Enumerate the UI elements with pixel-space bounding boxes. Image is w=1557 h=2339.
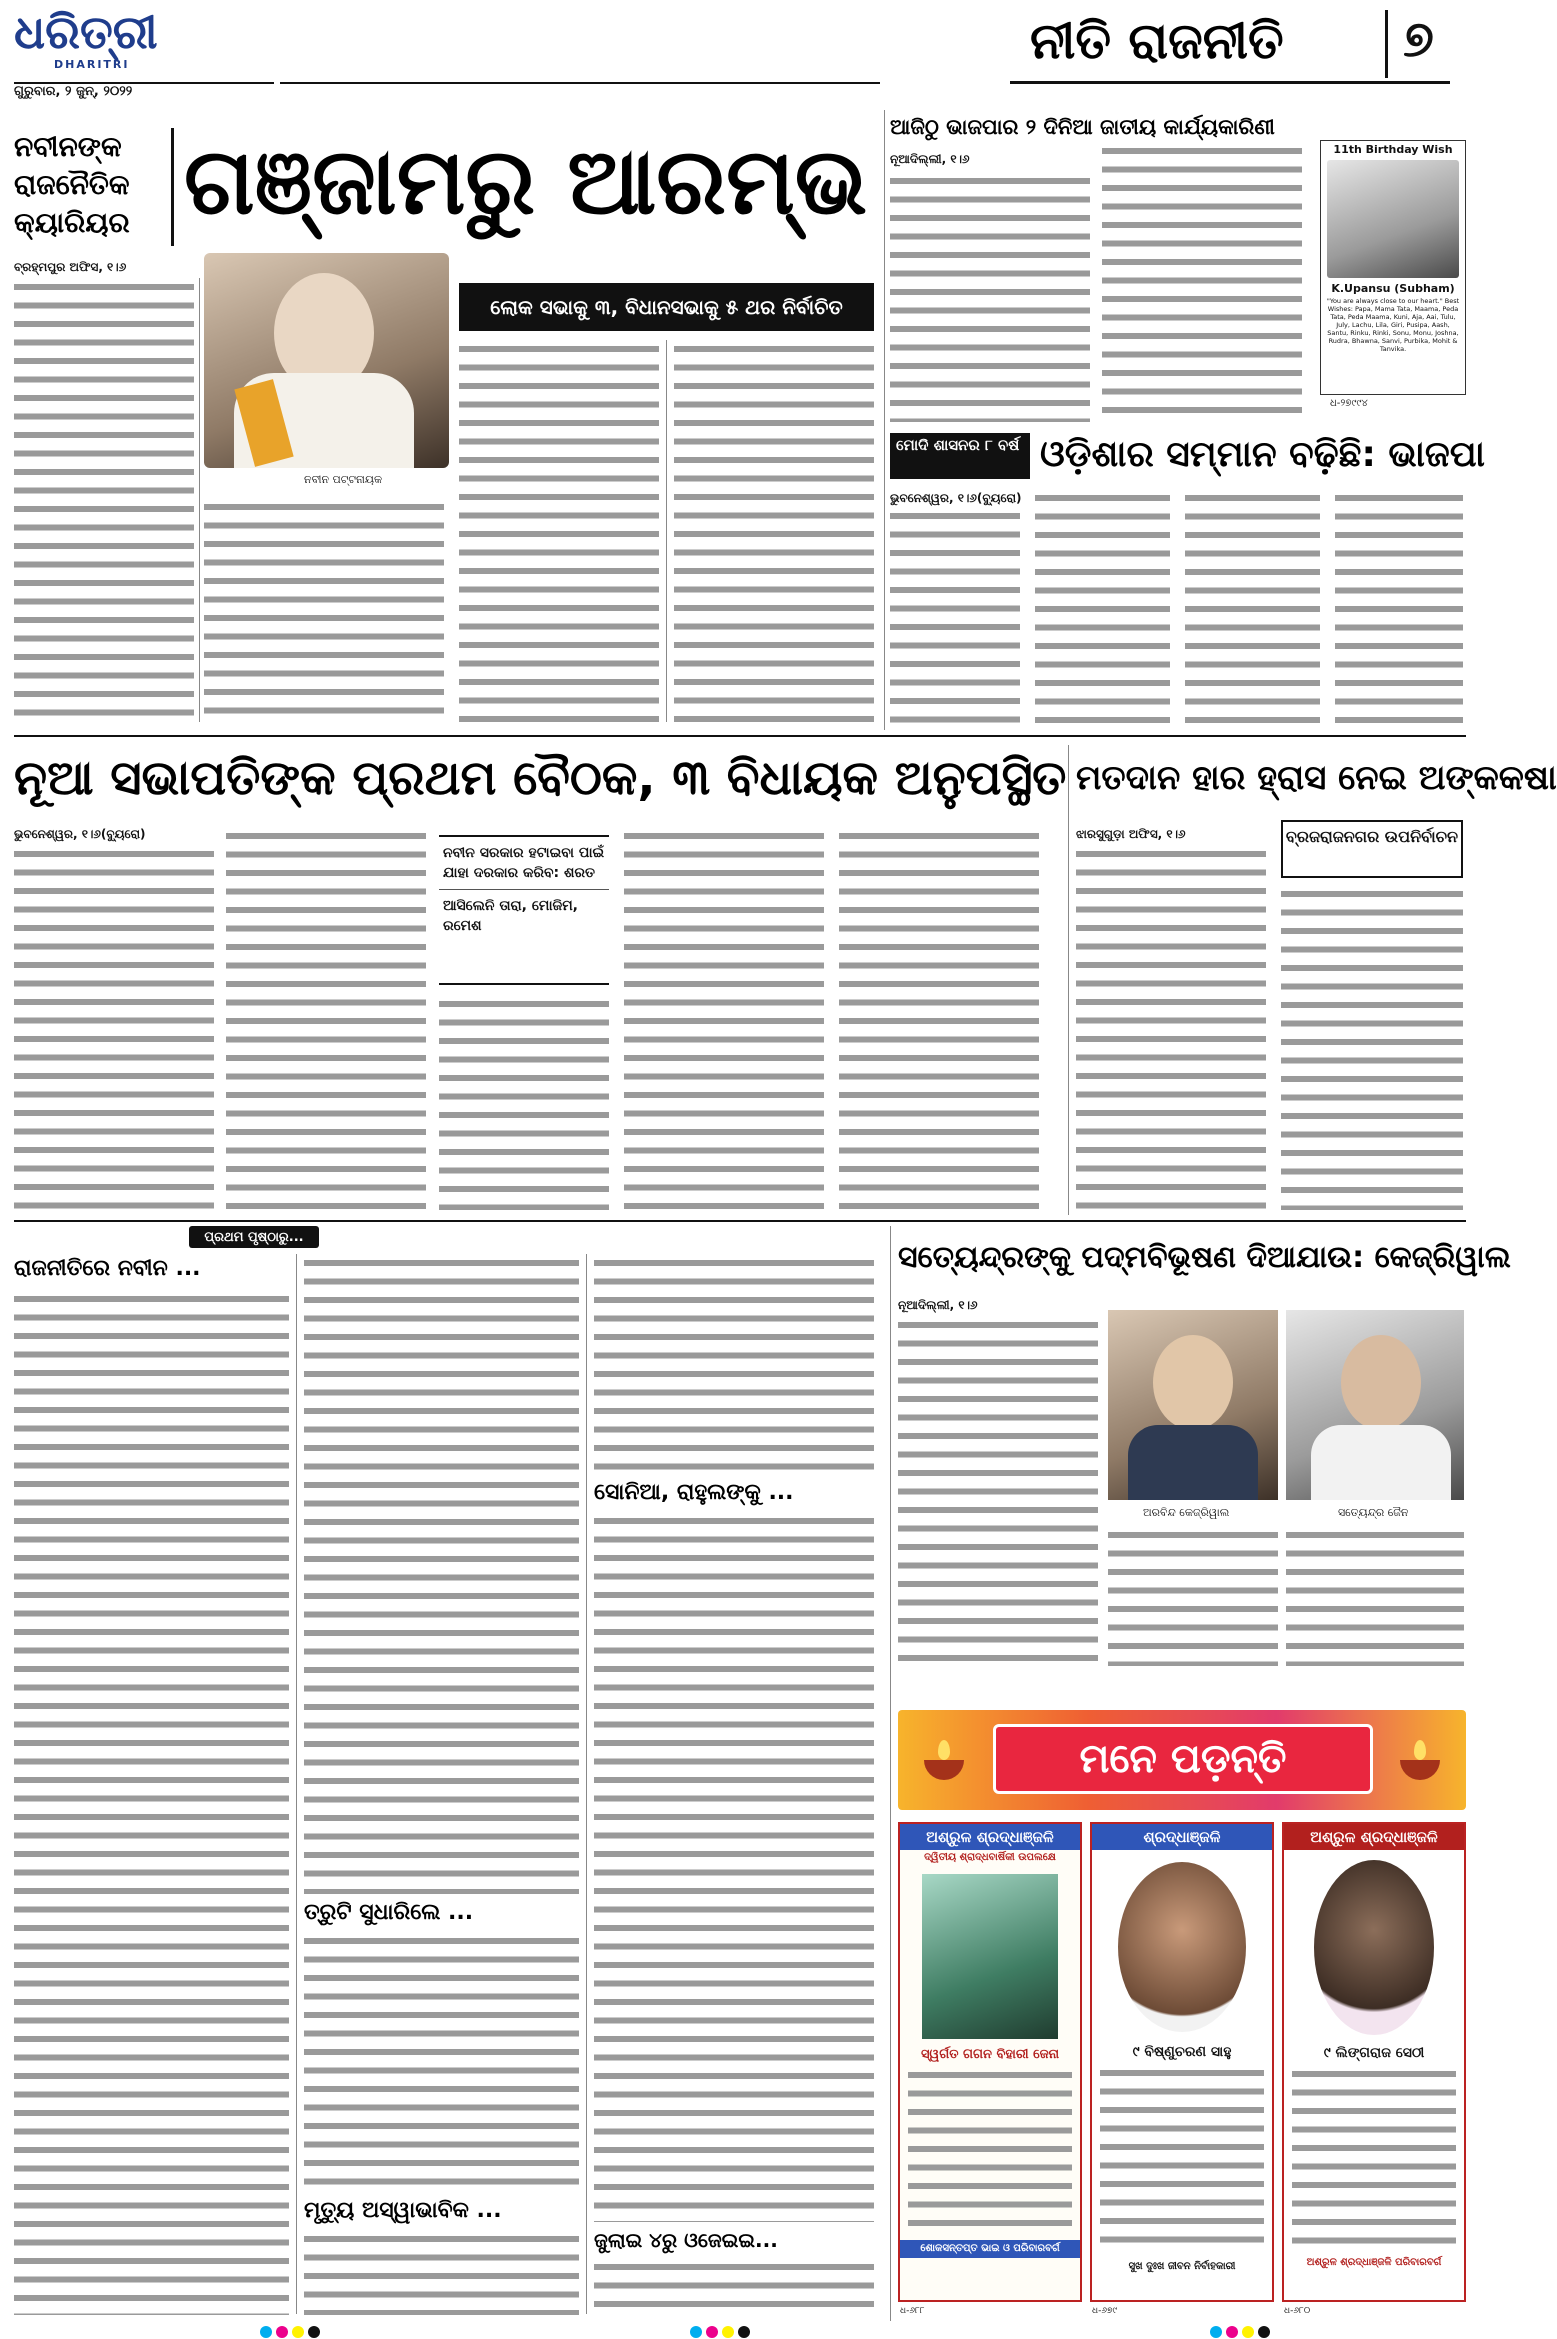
card3-heading: ଅଶ୍ରୁଳ ଶ୍ରଦ୍ଧାଞ୍ଜଳି (1284, 1824, 1464, 1850)
cont-col-3c (594, 2258, 874, 2315)
first-page-tag-text: ପ୍ରଥମ ପୃଷ୍ଠାରୁ... (204, 1230, 304, 1245)
jain-photo (1286, 1310, 1464, 1500)
card1-footer: ଶୋକସନ୍ତପ୍ତ ଭାଇ ଓ ପରିବାରବର୍ଗ (900, 2240, 1080, 2258)
banner-box (993, 1724, 1373, 1794)
lead-col-3 (459, 340, 659, 722)
vote-tag-text: ବ୍ରଜରାଜନଗର ଉପନିର୍ବାଚନ (1285, 827, 1459, 846)
lead-subhead-text: ଲୋକ ସଭାକୁ ୩, ବିଧାନସଭାକୁ ୫ ଥର ନିର୍ବାଚିତ (490, 295, 843, 319)
card2-footer: ସୁଖ ଦୁଃଖ ଜୀବନ ନିର୍ବାହକାରୀ (1128, 2261, 1236, 2272)
jain-caption: ସତ୍ୟେନ୍ଦ୍ର ଜୈନ (1338, 1506, 1409, 1519)
logo-text: ଧରିତ୍ରୀ (14, 5, 158, 59)
card3-footer: ଅଶ୍ରୁଳ ଶ୍ରଦ୍ଧାଞ୍ଜଳି ପରିବାରବର୍ଗ (1306, 2257, 1442, 2268)
section-title-box (1010, 4, 1450, 84)
card2-code: ଧ-୬୭୯ (1092, 2306, 1117, 2316)
congress-col-3 (439, 995, 609, 1210)
lead-col-4 (674, 340, 874, 722)
memorial-card-3 (1282, 1822, 1466, 2302)
vote-col-1 (1076, 845, 1266, 1210)
bjp-col-1 (890, 172, 1090, 422)
lead-headline: ଗଞ୍ଜାମରୁ ଆରମ୍ଭ (184, 128, 868, 235)
memorial-card-1 (898, 1822, 1082, 2302)
kejriwal-story (898, 1230, 1511, 1670)
lead-col-2 (204, 498, 444, 722)
lead-dateline: ବ୍ରହ୍ମପୁର ଅଫିସ, ୧।୬ (14, 260, 127, 274)
cont-col-1 (14, 1290, 289, 2315)
vote-dateline: ଝାରସୁଗୁଡ଼ା ଅଫିସ, ୧।୬ (1076, 827, 1186, 841)
diya-icon (914, 1740, 974, 1780)
logo (14, 5, 158, 76)
card1-name: ସ୍ୱର୍ଗତ ଗଗନ ବିହାରୀ ଜେନା (920, 2047, 1060, 2062)
bjp-headline: ଆଜିଠୁ ଭାଜପାର ୨ ଦିନିଆ ଜାତୀୟ କାର୍ଯ୍ୟକାରିଣୀ (890, 115, 1275, 139)
pullquote-1: ନବୀନ ସରକାର ହଟାଇବା ପାଇଁ ଯାହା ଦରକାର କରିବ: ଶରତ (439, 837, 609, 890)
masthead (0, 0, 1476, 100)
memorial-banner-text: ମନେ ପଡ଼ନ୍ତି (1079, 1736, 1287, 1782)
birthday-name: K.Upansu (Subham) (1331, 282, 1455, 295)
cont-col-3 (594, 1254, 874, 1474)
congress-headline: ନୂଆ ସଭାପତିଙ୍କ ପ୍ରଥମ ବୈଠକ, ୩ ବିଧାୟକ ଅନୁପସ୍ଥିତ (14, 750, 1067, 806)
birthday-message: "You are always close to our heart." Best Wishes: Papa, Mama Tata, Maama, Peda Tata, Peda Maama, Kuni, Aja, Aai, Tulu, July, Lachu, Lila, Giri, Pusipa, Aash, Santu, Rinku, Rinki, Sonu, Monu, Joshna, Rudra, Bhawna, Sanvi, Purbika, Mohit & Tanvika. (1326, 297, 1460, 353)
vote-story (1076, 745, 1557, 1215)
birthday-code: ଧ-୨୭୯୯୪ (1330, 398, 1368, 409)
nabin-photo (204, 253, 449, 468)
congress-story (14, 745, 1067, 1215)
bjp-col-2 (1102, 142, 1302, 422)
modi-col-1 (890, 507, 1020, 727)
kicker-line1: ନବୀନଙ୍କ (14, 130, 122, 163)
congress-col-5 (839, 827, 1039, 1210)
modi-story (890, 425, 1485, 730)
modi-kicker (890, 433, 1030, 479)
cont-col-2 (304, 1254, 579, 1894)
modi-kicker-text: ମୋଦି ଶାସନର ୮ ବର୍ଷ (896, 436, 1020, 454)
continued-sub3: ତ୍ରୁଟି ସୁଧାରିଲେ ... (304, 1900, 474, 1925)
pullquote-2: ଆସିଲେନି ତାରା, ମୋଜିମ, ରମେଶ (443, 898, 578, 934)
vote-headline: ମତଦାନ ହାର ହ୍ରାସ ନେଇ ଅଙ୍କକଷା (1076, 758, 1557, 798)
memorial-section (898, 1710, 1466, 2325)
cont-col-3b (594, 1512, 874, 2222)
continued-section (14, 1226, 884, 2321)
lead-story (14, 128, 874, 728)
card1-text (908, 2066, 1072, 2236)
cont-col-2c (304, 2230, 579, 2315)
congress-pullquote-box (439, 835, 609, 985)
card1-photo (922, 1874, 1058, 2039)
card2-name: ୯ ବିଷ୍ଣୁଚରଣ ସାହୁ (1132, 2044, 1232, 2060)
memorial-card-2 (1090, 1822, 1274, 2302)
lead-col-1 (14, 278, 194, 722)
modi-headline: ଓଡ଼ିଶାର ସମ୍ମାନ ବଢ଼ିଛି: ଭାଜପା (1040, 434, 1485, 475)
birthday-title: 11th Birthday Wish (1333, 143, 1453, 156)
date-line (14, 82, 274, 100)
section-title: ନୀତି ରାଜନୀତି (1030, 12, 1284, 70)
continued-sub1: ରାଜନୀତିରେ ନବୀନ ... (14, 1256, 201, 1281)
modi-col-2 (1035, 489, 1170, 727)
page-number (1385, 10, 1449, 78)
congress-col-1 (14, 845, 214, 1210)
kejriwal-caption: ଅରବିନ୍ଦ କେଜ୍ରିୱାଲ (1143, 1506, 1230, 1519)
print-marks (0, 2325, 1476, 2339)
modi-dateline: ଭୁବନେଶ୍ୱର, ୧।୬(ବ୍ୟୁରୋ) (890, 491, 1022, 505)
kejriwal-photo (1108, 1310, 1278, 1500)
lead-subhead (459, 283, 874, 331)
modi-col-4 (1335, 489, 1463, 727)
date-text: ଗୁରୁବାର, ୨ ଜୁନ୍, ୨୦୨୨ (14, 84, 133, 99)
card2-heading: ଶ୍ରଦ୍ଧାଞ୍ଜଳି (1092, 1824, 1272, 1850)
kejriwal-col-2 (1108, 1526, 1278, 1666)
cont-col-2b (304, 1932, 579, 2192)
card3-code: ଧ-୬୮୦ (1284, 2306, 1311, 2316)
card2-text (1100, 2064, 1264, 2254)
modi-col-3 (1185, 489, 1320, 727)
card1-code: ଧ-୬୮୮ (900, 2306, 925, 2316)
kejriwal-headline: ସତ୍ୟେନ୍ଦ୍ରଙ୍କୁ ପଦ୍ମବିଭୂଷଣ ଦିଆଯାଉ: କେଜ୍ରିୱାଲ (898, 1240, 1511, 1275)
birthday-ad (1320, 140, 1466, 395)
continued-sub4: ମୃତ୍ୟୁ ଅସ୍ୱାଭାବିକ ... (304, 2198, 502, 2223)
card2-photo (1118, 1862, 1246, 2032)
photo-caption: ନବୀନ ପଟ୍ଟନାୟକ (304, 473, 383, 486)
continued-sub2: ସୋନିଆ, ରାହୁଲଙ୍କୁ ... (594, 1480, 794, 1505)
card3-name: ୯ ଲିଙ୍ଗରାଜ ସେଠୀ (1323, 2045, 1425, 2061)
congress-dateline: ଭୁବନେଶ୍ୱର, ୧।୬(ବ୍ୟୁରୋ) (14, 827, 146, 841)
congress-col-4 (624, 827, 824, 1210)
continued-sub5: ଜୁଲାଇ ୪ରୁ ଓଜେଇଇ... (594, 2228, 778, 2252)
card3-photo (1314, 1860, 1434, 2035)
birthday-photo (1327, 160, 1459, 278)
lead-kicker (14, 128, 174, 246)
memorial-banner (898, 1710, 1466, 1810)
bjp-story (890, 112, 1314, 424)
kejriwal-col-1 (898, 1316, 1098, 1666)
page-number-text: ୭ (1403, 10, 1434, 68)
congress-col-2 (226, 827, 426, 1210)
card1-heading: ଅଶ୍ରୁଳ ଶ୍ରଦ୍ଧାଞ୍ଜଳି (900, 1824, 1080, 1850)
kicker-line2: ରାଜନୈତିକ (14, 168, 130, 201)
logo-subtext: DHARITRI (54, 58, 130, 71)
card1-subheading: ଦ୍ୱିତୀୟ ଶ୍ରାଦ୍ଧବାର୍ଷିକୀ ଉପଲକ୍ଷେ (924, 1852, 1056, 1863)
kejriwal-dateline: ନୂଆଦିଲ୍ଲୀ, ୧।୬ (898, 1298, 978, 1312)
vote-tag (1281, 820, 1463, 878)
vote-col-2 (1281, 885, 1463, 1210)
kicker-line3: କ୍ୟାରିୟର (14, 206, 130, 239)
diya-icon-right (1390, 1740, 1450, 1780)
card3-text (1292, 2065, 1456, 2250)
first-page-tag (189, 1226, 319, 1248)
kejriwal-col-3 (1286, 1526, 1464, 1666)
bjp-dateline: ନୂଆଦିଲ୍ଲୀ, ୧।୬ (890, 152, 970, 166)
